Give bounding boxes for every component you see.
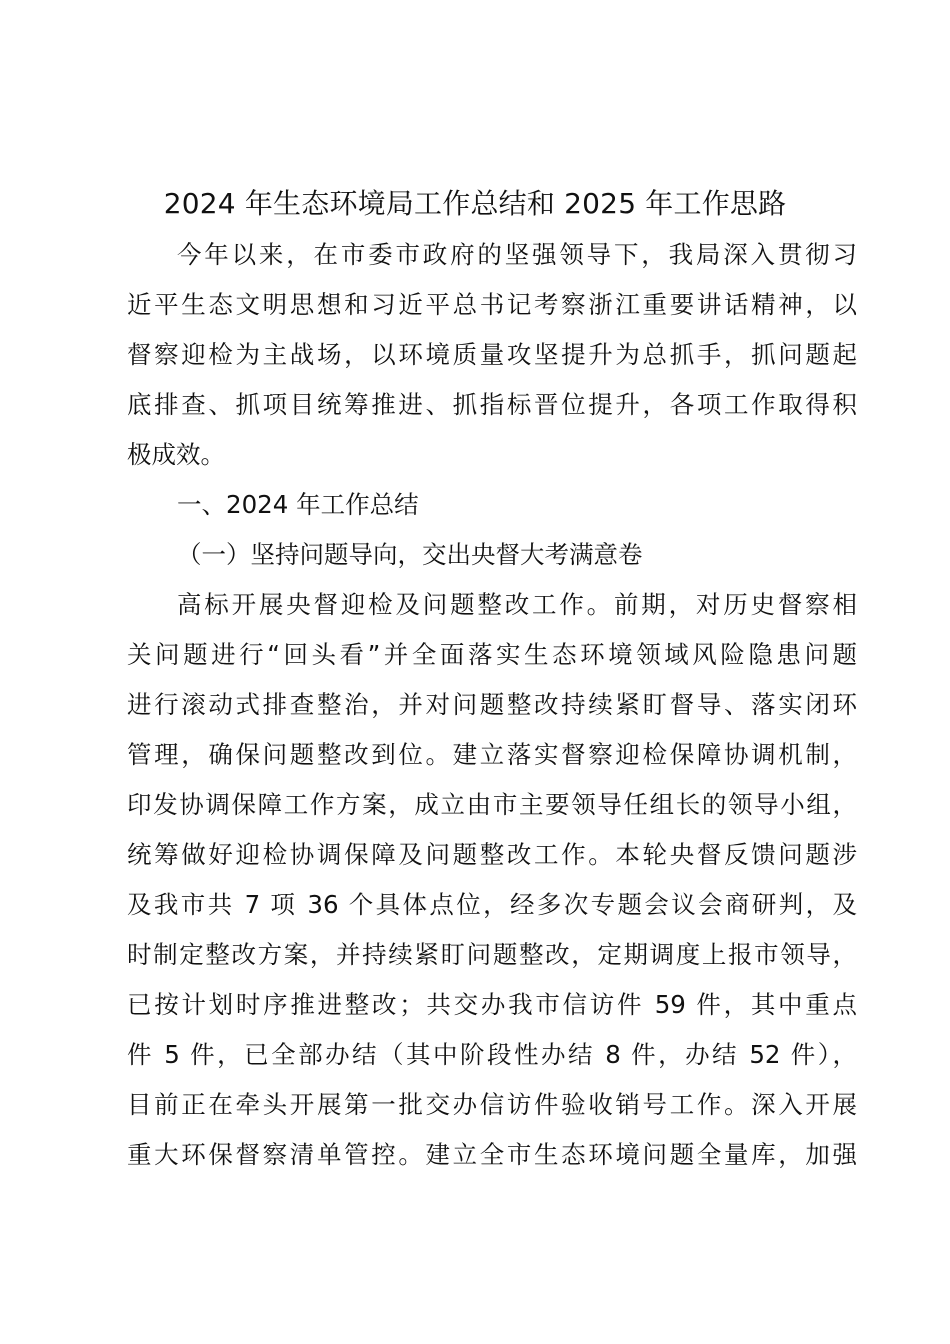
paragraph-line: 印发协调保障工作方案，成立由市主要领导任组长的领导小组， (127, 790, 857, 819)
paragraph-line: 管理，确保问题整改到位。建立落实督察迎检保障协调机制， (127, 740, 857, 769)
paragraph-line: 件 5 件，已全部办结（其中阶段性办结 8 件，办结 52 件）， (127, 1040, 857, 1069)
paragraph-line: 底排查、抓项目统筹推进、抓指标晋位提升，各项工作取得积 (127, 390, 857, 419)
paragraph-line: 目前正在牵头开展第一批交办信访件验收销号工作。深入开展 (127, 1090, 857, 1119)
paragraph-line: 今年以来，在市委市政府的坚强领导下，我局深入贯彻习 (177, 240, 857, 269)
document-body (127, 233, 857, 1183)
paragraph-line: 时制定整改方案，并持续紧盯问题整改，定期调度上报市领导， (127, 940, 857, 969)
subsection-heading: （一）坚持问题导向，交出央督大考满意卷 (177, 540, 643, 569)
paragraph-line: 关问题进行“回头看”并全面落实生态环境领域风险隐患问题 (127, 640, 857, 669)
paragraph-line: 极成效。 (127, 440, 225, 469)
paragraph-line: 重大环保督察清单管控。建立全市生态环境问题全量库，加强 (127, 1140, 857, 1169)
document-title: 2024 年生态环境局工作总结和 2025 年工作思路 (163, 187, 787, 220)
paragraph-line: 近平生态文明思想和习近平总书记考察浙江重要讲话精神，以 (127, 290, 857, 319)
paragraph-line: 统筹做好迎检协调保障及问题整改工作。本轮央督反馈问题涉 (127, 840, 857, 869)
paragraph-line: 督察迎检为主战场，以环境质量攻坚提升为总抓手，抓问题起 (127, 340, 857, 369)
paragraph-line: 已按计划时序推进整改；共交办我市信访件 59 件，其中重点 (127, 990, 857, 1019)
paragraph-line: 及我市共 7 项 36 个具体点位，经多次专题会议会商研判，及 (127, 890, 857, 919)
paragraph-line: 进行滚动式排查整治，并对问题整改持续紧盯督导、落实闭环 (127, 690, 857, 719)
paragraph-line: 高标开展央督迎检及问题整改工作。前期，对历史督察相 (177, 590, 857, 619)
section-heading: 一、2024 年工作总结 (177, 490, 419, 519)
